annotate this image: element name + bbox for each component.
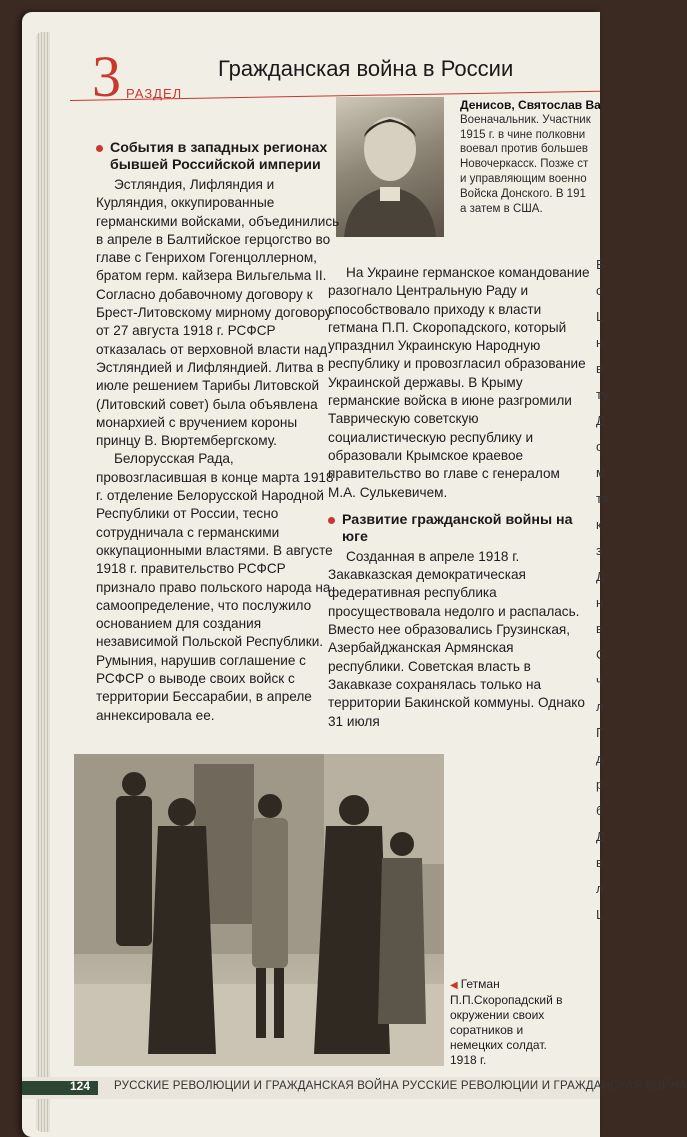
group-photo [74,754,444,1066]
text-fragment: н [596,595,604,610]
group-photo-figures [74,754,444,1066]
text-fragment: L [596,309,604,324]
text-fragment: Г [596,725,604,740]
photo-caption [450,977,568,1068]
page-edges [36,32,50,1132]
bio-line: и управляющим военно [460,172,587,185]
text-fragment: в [596,361,603,376]
text-fragment: р [596,777,604,792]
bio-box [460,98,620,216]
bio-line: а затем в США. [460,202,543,215]
bio-line: воевал против большев [460,143,588,156]
text-fragment: к [596,517,602,532]
paragraph: На Украине германское командование разогнало Центральную Раду и способствовало приходу к власти гетмана П.П. Скоропадского, который упразднил Украинскую Народную республику и провозгласил образование Украинской державы. В Крыму германские войска в июне разгромили Таврическую советскую социалистическую республику и образовали Крымское краевое правительство во главе с генералом М.А. Сулькевичем. [328,265,590,500]
bio-line: 1915 г. в чине полковни [460,128,586,141]
paragraph: Белорусская Рада, провозгласившая в конце марта 1918 г. отделение Белорусской Народной Республики от России, тесно сотрудничала с германскими оккупационными властями. В августе 1918 г. правительство РСФСР признало право польского народа на самоопределение, что послужило основанием для создания независимой Польской Республики. Румыния, нарушив соглашение с РСФСР о выводе своих войск с территории Бессарабии, в апреле аннексировала ее. [96,451,334,723]
book-page [22,12,687,1137]
running-title: РУССКИЕ РЕВОЛЮЦИИ И ГРАЖДАНСКАЯ ВОЙНА РУССКИЕ РЕВОЛЮЦИИ И ГРАЖДАНСКАЯ ВОЙНА [114,1080,687,1092]
bio-line: Новочеркасск. Позже ст [460,158,589,171]
bio-name: Денисов, Святослав Ва [460,98,601,112]
text-fragment: в [596,621,603,636]
text-fragment: С [596,647,606,662]
text-fragment: ту [596,387,609,402]
text-fragment: Б [596,257,605,272]
text-fragment: Д [596,569,605,584]
text-fragment: тз [596,491,608,506]
portrait-photo [336,97,444,237]
text-fragment: Д [596,829,605,844]
page-number: 124 [70,1079,91,1093]
text-fragment: L [596,907,604,922]
caption-arrow-icon: ◀ [450,980,458,991]
text-fragment: о [596,283,604,298]
text-fragment: л [596,699,604,714]
column-left [96,140,342,725]
text-fragment: ч [596,673,603,688]
paragraph: Эстляндия, Лифляндия и Курляндия, оккупированные германскими войсками, объединились в апреле в Балтийское герцогство во главе с Генрихом Гогенцоллерном, братом герм. кайзера Вильгельма II. Согласно добавочному договору к Брест-Литовскому мирному договору от 27 августа 1918 г. РСФСР отказалась от верховной власти над Эстляндией и Лифляндией. Литва в июле решением Тарибы Литовской (Литовский совет) была объявлена монархией с вручением короны принцу В. Вюртембергскому. [96,177,340,449]
text-fragment: л [596,881,604,896]
caption-text: Гетман П.П.Скоропадский в окружении своих соратников и немецких солдат. 1918 г. [450,977,563,1067]
text-fragment: н [596,335,604,350]
text-fragment: Д [596,413,605,428]
page-title: Гражданская война в России [218,56,514,81]
text-fragment: д [596,751,604,766]
text-fragment: з [596,543,602,558]
section-label: РАЗДЕЛ [126,86,183,101]
portrait-figure [336,97,444,237]
section-heading-south: Развитие гражданской войны на юге [328,512,590,546]
section-number: 3 [92,44,121,109]
column-middle [328,264,590,731]
paragraph: Созданная в апреле 1918 г. Закавказская демократическая федеративная республика просуществовала недолго и распалась. Вместо нее образовались Грузинская, Азербайджанская Армянская республики. Советская власть в Закавказе сохранялась только на территории Бакинской коммуны. Однако 31 июля [328,548,585,729]
section-heading-west: События в западных регионах бывшей Российской империи [96,140,342,174]
text-fragment: б [596,803,604,818]
text-fragment: в [596,855,603,870]
text-fragment: м [596,465,605,480]
column-right-cutoff [596,252,626,928]
bio-line: Военачальник. Участник [460,113,591,126]
bio-line: Войска Донского. В 191 [460,187,586,200]
text-fragment: с [596,439,603,454]
